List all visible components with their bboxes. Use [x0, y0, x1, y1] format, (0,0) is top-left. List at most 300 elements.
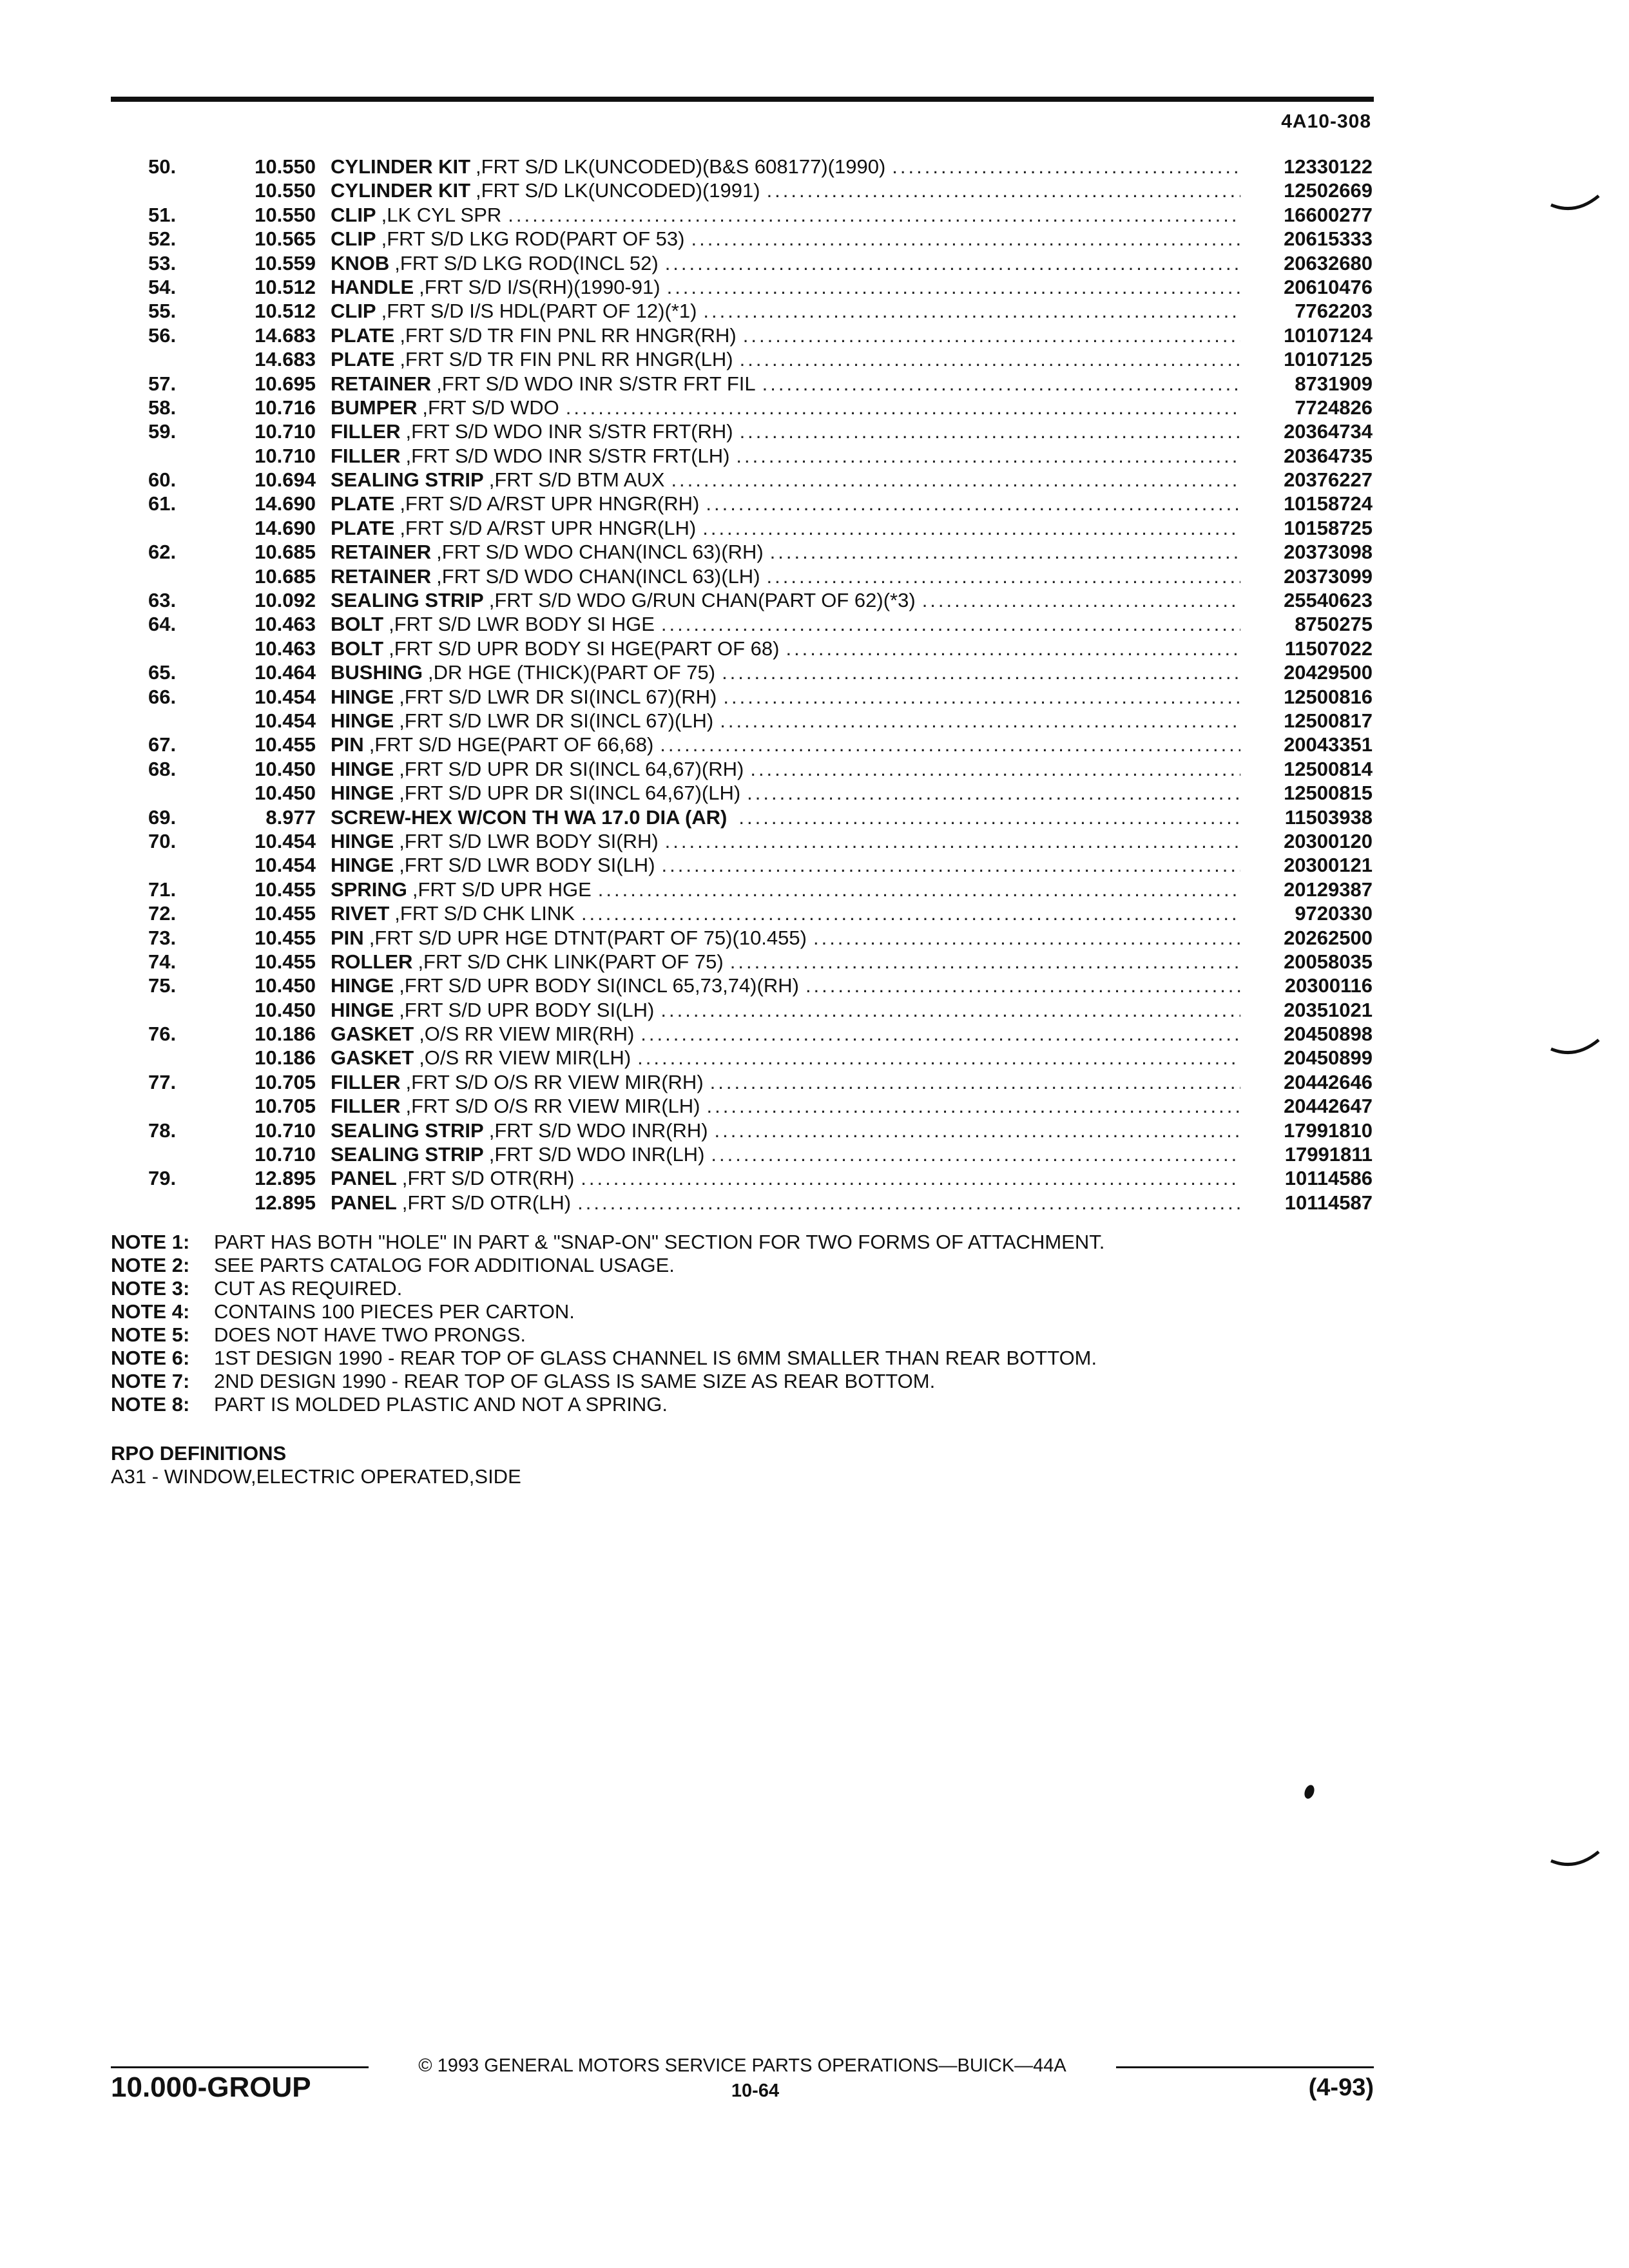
page-footer — [111, 2052, 1374, 2110]
item-number: 50. — [148, 155, 177, 178]
parts-row — [148, 757, 1373, 781]
item-number: 66. — [148, 685, 177, 708]
parts-row — [148, 1022, 1373, 1046]
part-name: BUMPER — [331, 396, 418, 419]
part-detail: ,FRT S/D TR FIN PNL RR HNGR(LH) — [400, 348, 733, 371]
dot-leader — [508, 203, 1240, 227]
part-number: 20364735 — [1284, 444, 1373, 467]
parts-row — [148, 1094, 1373, 1118]
part-description — [331, 974, 1240, 997]
part-description — [331, 299, 1240, 323]
group-number: 8.977 — [265, 805, 316, 829]
dot-leader — [767, 178, 1240, 202]
part-number: 20300121 — [1284, 854, 1373, 877]
dot-leader — [637, 1046, 1240, 1070]
dot-leader — [743, 323, 1240, 347]
part-number: 10107124 — [1284, 323, 1373, 347]
dot-leader — [710, 1070, 1240, 1094]
group-number: 10.092 — [255, 589, 316, 612]
part-number: 12500816 — [1284, 685, 1373, 708]
part-name: BUSHING — [331, 661, 423, 684]
copyright: © 1993 GENERAL MOTORS SERVICE PARTS OPERATIONS—BUICK—44A — [418, 2055, 1066, 2076]
group-number: 10.463 — [255, 613, 316, 636]
dot-leader — [665, 829, 1240, 853]
dot-leader — [581, 1166, 1240, 1190]
parts-row — [148, 1142, 1373, 1166]
part-description — [331, 757, 1240, 781]
note-label: NOTE 2: — [111, 1254, 190, 1276]
item-number: 52. — [148, 227, 177, 251]
part-description — [331, 853, 1240, 877]
part-name: HINGE — [331, 782, 394, 805]
parts-row — [148, 829, 1373, 853]
dot-leader — [767, 564, 1240, 588]
group-number: 10.550 — [255, 155, 316, 178]
group-number: 10.695 — [255, 372, 316, 395]
item-number: 62. — [148, 541, 177, 564]
part-detail: ,FRT S/D OTR(LH) — [401, 1191, 572, 1214]
part-name: GASKET — [331, 1023, 414, 1046]
part-name: RETAINER — [331, 564, 432, 588]
item-number: 59. — [148, 420, 177, 443]
part-detail: ,FRT S/D O/S RR VIEW MIR(LH) — [405, 1095, 700, 1118]
part-description — [331, 878, 1240, 901]
group-number: 10.705 — [255, 1095, 316, 1118]
note-line — [111, 1254, 1374, 1277]
page-number: 10-64 — [731, 2081, 780, 2101]
part-number: 20450898 — [1284, 1023, 1373, 1046]
note-label: NOTE 3: — [111, 1277, 190, 1300]
note-line — [111, 1370, 1374, 1393]
group-number: 10.559 — [255, 251, 316, 274]
group-number: 10.455 — [255, 878, 316, 901]
part-detail: ,FRT S/D WDO G/RUN CHAN(PART OF 62)(*3) — [488, 589, 916, 612]
part-detail: ,FRT S/D LK(UNCODED)(1991) — [476, 179, 760, 202]
part-description — [331, 323, 1240, 347]
part-description — [331, 419, 1240, 443]
part-number: 17991810 — [1284, 1119, 1373, 1142]
part-description — [331, 998, 1240, 1022]
part-description — [331, 396, 1240, 419]
part-detail: ,FRT S/D OTR(RH) — [401, 1167, 575, 1190]
part-name: CYLINDER KIT — [331, 155, 470, 178]
part-description — [331, 781, 1240, 805]
item-number: 76. — [148, 1023, 177, 1046]
dot-leader — [736, 444, 1240, 468]
dot-leader — [566, 396, 1240, 419]
part-description — [331, 1119, 1240, 1142]
part-detail: ,FRT S/D UPR BODY SI HGE(PART OF 68) — [389, 637, 780, 660]
parts-row — [148, 203, 1373, 227]
parts-row — [148, 974, 1373, 997]
part-number: 10114586 — [1284, 1167, 1373, 1190]
part-name: CLIP — [331, 300, 376, 323]
part-description — [331, 227, 1240, 251]
parts-row — [148, 685, 1373, 709]
group-number: 10.463 — [255, 637, 316, 660]
dot-leader — [671, 468, 1240, 492]
item-number: 60. — [148, 468, 177, 492]
note-line — [111, 1323, 1374, 1347]
group-number: 14.683 — [255, 323, 316, 347]
dot-leader — [723, 685, 1240, 709]
item-number: 72. — [148, 902, 177, 925]
group-number: 10.705 — [255, 1070, 316, 1093]
part-name: SEALING STRIP — [331, 589, 484, 612]
part-description — [331, 829, 1240, 853]
part-name: HINGE — [331, 854, 394, 877]
note-label: NOTE 6: — [111, 1347, 190, 1369]
part-detail: ,FRT S/D UPR HGE — [412, 878, 592, 901]
item-number: 51. — [148, 203, 177, 226]
parts-row — [148, 372, 1373, 396]
parts-row — [148, 950, 1373, 974]
part-detail: ,LK CYL SPR — [381, 203, 502, 226]
part-detail: ,FRT S/D UPR BODY SI(LH) — [399, 998, 655, 1021]
note-text: SEE PARTS CATALOG FOR ADDITIONAL USAGE. — [214, 1254, 675, 1276]
parts-row — [148, 251, 1373, 275]
parts-row — [148, 540, 1373, 564]
part-name: RETAINER — [331, 372, 432, 395]
part-description — [331, 901, 1240, 925]
part-name: SEALING STRIP — [331, 468, 484, 492]
parts-row — [148, 878, 1373, 901]
part-description — [331, 372, 1240, 396]
parts-row — [148, 419, 1373, 443]
part-number: 9720330 — [1295, 902, 1373, 925]
item-number: 56. — [148, 323, 177, 347]
dot-leader — [660, 998, 1240, 1022]
item-number: 67. — [148, 733, 177, 756]
ink-speck — [1303, 1783, 1316, 1800]
part-name: HINGE — [331, 829, 394, 852]
note-label: NOTE 1: — [111, 1231, 190, 1253]
part-detail: ,FRT S/D HGE(PART OF 66,68) — [369, 733, 654, 756]
group-number: 10.550 — [255, 203, 316, 226]
parts-row — [148, 1191, 1373, 1215]
part-description — [331, 588, 1240, 612]
parts-row — [148, 492, 1373, 515]
part-number: 11503938 — [1284, 805, 1373, 829]
note-line — [111, 1300, 1374, 1323]
part-name: FILLER — [331, 420, 401, 443]
group-number: 10.694 — [255, 468, 316, 492]
note-text: CONTAINS 100 PIECES PER CARTON. — [214, 1300, 575, 1323]
dot-leader — [711, 1142, 1240, 1166]
part-detail: ,FRT S/D WDO INR S/STR FRT(RH) — [405, 420, 733, 443]
part-detail: ,FRT S/D UPR HGE DTNT(PART OF 75)(10.455) — [369, 926, 807, 949]
part-number: 20376227 — [1284, 468, 1373, 492]
part-detail: ,O/S RR VIEW MIR(LH) — [419, 1046, 631, 1070]
rpo-definitions — [111, 1442, 521, 1488]
part-number: 10158724 — [1284, 492, 1373, 515]
dot-leader — [922, 588, 1240, 612]
parts-row — [148, 709, 1373, 733]
part-detail: ,FRT S/D UPR BODY SI(INCL 65,73,74)(RH) — [399, 974, 799, 997]
group-number: 10.710 — [255, 1119, 316, 1142]
group-number: 14.683 — [255, 348, 316, 371]
part-description — [331, 685, 1240, 709]
part-name: HINGE — [331, 709, 394, 732]
parts-row — [148, 1166, 1373, 1190]
footer-rule-left — [111, 2066, 369, 2068]
part-name: HINGE — [331, 757, 394, 780]
part-name: RIVET — [331, 902, 390, 925]
dot-leader — [770, 540, 1240, 564]
item-number: 55. — [148, 300, 177, 323]
dot-leader — [691, 227, 1240, 251]
part-name: SEALING STRIP — [331, 1119, 484, 1142]
part-number: 10114587 — [1284, 1191, 1373, 1214]
rpo-line: A31 - WINDOW,ELECTRIC OPERATED,SIDE — [111, 1465, 521, 1488]
rpo-heading: RPO DEFINITIONS — [111, 1442, 287, 1465]
dot-leader — [598, 878, 1240, 901]
dot-leader — [660, 733, 1240, 756]
binder-mark-icon — [1550, 1849, 1601, 1875]
part-detail: ,FRT S/D LWR DR SI(INCL 67)(LH) — [399, 709, 714, 732]
dot-leader — [720, 709, 1240, 733]
part-number: 12330122 — [1284, 155, 1373, 178]
parts-row — [148, 733, 1373, 756]
revision-date: (4-93) — [1308, 2074, 1374, 2101]
dot-leader — [703, 299, 1240, 323]
part-name: SPRING — [331, 878, 407, 901]
part-detail: ,FRT S/D LWR DR SI(INCL 67)(RH) — [399, 685, 717, 708]
item-number: 63. — [148, 589, 177, 612]
part-name: ROLLER — [331, 950, 413, 973]
part-detail: ,FRT S/D LWR BODY SI(RH) — [399, 829, 659, 852]
part-name: SCREW-HEX W/CON TH WA 17.0 DIA (AR) — [331, 805, 728, 829]
part-description — [331, 637, 1240, 660]
item-number: 58. — [148, 396, 177, 419]
part-description — [331, 564, 1240, 588]
part-description — [331, 612, 1240, 636]
footer-rule-right — [1116, 2066, 1374, 2068]
group-number: 10.455 — [255, 733, 316, 756]
parts-row — [148, 612, 1373, 636]
part-number: 20442646 — [1284, 1070, 1373, 1093]
parts-row — [148, 178, 1373, 202]
group-number: 10.454 — [255, 709, 316, 732]
part-number: 20610476 — [1284, 275, 1373, 298]
item-number: 75. — [148, 974, 177, 997]
item-number: 65. — [148, 661, 177, 684]
parts-row — [148, 347, 1373, 371]
part-number: 12500817 — [1284, 709, 1373, 732]
group-number: 10.454 — [255, 685, 316, 708]
part-number: 20351021 — [1284, 998, 1373, 1021]
group-number: 10.710 — [255, 444, 316, 467]
part-number: 10158725 — [1284, 516, 1373, 539]
part-number: 20632680 — [1284, 251, 1373, 274]
part-name: PIN — [331, 733, 364, 756]
part-description — [331, 733, 1240, 756]
part-number: 20300116 — [1284, 974, 1373, 997]
note-text: DOES NOT HAVE TWO PRONGS. — [214, 1323, 526, 1346]
dot-leader — [805, 974, 1240, 997]
dot-leader — [577, 1191, 1240, 1215]
dot-leader — [750, 757, 1240, 781]
note-line — [111, 1231, 1374, 1254]
dot-leader — [722, 660, 1240, 684]
part-name: PLATE — [331, 516, 395, 539]
parts-row — [148, 853, 1373, 877]
note-label: NOTE 5: — [111, 1323, 190, 1346]
part-detail: ,FRT S/D WDO INR S/STR FRT(LH) — [405, 444, 730, 467]
part-description — [331, 275, 1240, 299]
part-number: 20364734 — [1284, 420, 1373, 443]
part-number: 20442647 — [1284, 1095, 1373, 1118]
dot-leader — [715, 1119, 1240, 1142]
group-number: 10.186 — [255, 1046, 316, 1070]
item-number: 70. — [148, 829, 177, 852]
part-number: 12500815 — [1284, 782, 1373, 805]
part-number: 20429500 — [1284, 661, 1373, 684]
note-line — [111, 1277, 1374, 1300]
page-id: 4A10-308 — [1281, 111, 1371, 132]
part-description — [331, 540, 1240, 564]
part-name: PLATE — [331, 492, 395, 515]
part-detail: ,FRT S/D A/RST UPR HNGR(RH) — [400, 492, 700, 515]
part-number: 7724826 — [1295, 396, 1373, 419]
item-number: 61. — [148, 492, 177, 515]
part-name: RETAINER — [331, 541, 432, 564]
part-name: CLIP — [331, 227, 376, 251]
part-description — [331, 155, 1240, 178]
part-number: 16600277 — [1284, 203, 1373, 226]
group-number: 10.710 — [255, 420, 316, 443]
note-label: NOTE 8: — [111, 1393, 190, 1416]
group-number: 10.565 — [255, 227, 316, 251]
binder-mark-icon — [1550, 1037, 1601, 1063]
notes-list — [111, 1231, 1374, 1416]
item-number: 53. — [148, 251, 177, 274]
group-number: 10.464 — [255, 661, 316, 684]
part-name: KNOB — [331, 251, 390, 274]
part-description — [331, 1070, 1240, 1094]
part-number: 25540623 — [1284, 589, 1373, 612]
group-number: 10.716 — [255, 396, 316, 419]
parts-row — [148, 781, 1373, 805]
parts-row — [148, 1119, 1373, 1142]
group-number: 10.450 — [255, 998, 316, 1021]
dot-leader — [740, 419, 1240, 443]
note-line — [111, 1393, 1374, 1416]
part-detail: ,FRT S/D WDO — [422, 396, 559, 419]
part-number: 7762203 — [1295, 300, 1373, 323]
part-detail: ,FRT S/D A/RST UPR HNGR(LH) — [400, 516, 697, 539]
part-detail: ,FRT S/D CHK LINK(PART OF 75) — [418, 950, 724, 973]
parts-row — [148, 1046, 1373, 1070]
dot-leader — [661, 612, 1240, 636]
part-description — [331, 468, 1240, 492]
part-number: 20043351 — [1284, 733, 1373, 756]
part-detail: ,FRT S/D TR FIN PNL RR HNGR(RH) — [400, 323, 737, 347]
item-number: 54. — [148, 275, 177, 298]
parts-row — [148, 564, 1373, 588]
dot-leader — [747, 781, 1240, 805]
item-number: 71. — [148, 878, 177, 901]
part-number: 20129387 — [1284, 878, 1373, 901]
part-detail: ,FRT S/D CHK LINK — [394, 902, 575, 925]
part-detail: ,FRT S/D LK(UNCODED)(B&S 608177)(1990) — [476, 155, 886, 178]
part-detail: ,FRT S/D WDO CHAN(INCL 63)(RH) — [436, 541, 764, 564]
part-description — [331, 1046, 1240, 1070]
group-number: 10.685 — [255, 541, 316, 564]
part-detail: ,FRT S/D WDO CHAN(INCL 63)(LH) — [436, 564, 760, 588]
dot-leader — [667, 275, 1240, 299]
parts-row — [148, 926, 1373, 950]
dot-leader — [738, 805, 1240, 829]
binder-mark-icon — [1550, 193, 1601, 219]
parts-row — [148, 468, 1373, 492]
part-name: BOLT — [331, 613, 384, 636]
part-description — [331, 516, 1240, 540]
part-detail: ,FRT S/D WDO INR(LH) — [488, 1143, 705, 1166]
part-number: 20300120 — [1284, 829, 1373, 852]
dot-leader — [706, 492, 1240, 515]
part-description — [331, 660, 1240, 684]
group-number: 10.512 — [255, 300, 316, 323]
dot-leader — [730, 950, 1240, 974]
top-rule — [111, 97, 1374, 102]
parts-row — [148, 299, 1373, 323]
note-text: PART HAS BOTH "HOLE" IN PART & "SNAP-ON" SECTION FOR TWO FORMS OF ATTACHMENT. — [214, 1231, 1105, 1253]
parts-row — [148, 998, 1373, 1022]
dot-leader — [707, 1094, 1241, 1118]
part-name: SEALING STRIP — [331, 1143, 484, 1166]
parts-row — [148, 444, 1373, 468]
part-description — [331, 251, 1240, 275]
part-description — [331, 178, 1240, 202]
item-number: 79. — [148, 1167, 177, 1190]
parts-row — [148, 155, 1373, 178]
group-number: 10.186 — [255, 1023, 316, 1046]
group-number: 10.455 — [255, 926, 316, 949]
part-description — [331, 926, 1240, 950]
group-number: 12.895 — [255, 1167, 316, 1190]
item-number: 57. — [148, 372, 177, 395]
dot-leader — [762, 372, 1240, 396]
part-detail: ,FRT S/D UPR DR SI(INCL 64,67)(LH) — [399, 782, 741, 805]
part-name: FILLER — [331, 444, 401, 467]
item-number: 64. — [148, 613, 177, 636]
part-description — [331, 1191, 1240, 1215]
group-label: 10.000-GROUP — [111, 2071, 311, 2103]
part-description — [331, 1022, 1240, 1046]
group-number: 10.454 — [255, 854, 316, 877]
group-number: 10.550 — [255, 179, 316, 202]
dot-leader — [641, 1022, 1240, 1046]
group-number: 10.455 — [255, 902, 316, 925]
group-number: 14.690 — [255, 516, 316, 539]
part-detail: ,FRT S/D WDO INR(RH) — [488, 1119, 708, 1142]
part-detail: ,FRT S/D LKG ROD(PART OF 53) — [381, 227, 685, 251]
parts-list — [148, 155, 1373, 1215]
part-detail: ,FRT S/D I/S HDL(PART OF 12)(*1) — [381, 300, 697, 323]
parts-row — [148, 660, 1373, 684]
part-name: GASKET — [331, 1046, 414, 1070]
item-number: 68. — [148, 757, 177, 780]
dot-leader — [702, 516, 1240, 540]
part-name: FILLER — [331, 1070, 401, 1093]
parts-row — [148, 516, 1373, 540]
dot-leader — [786, 637, 1240, 660]
part-number: 20373099 — [1284, 564, 1373, 588]
part-name: HANDLE — [331, 275, 414, 298]
dot-leader — [740, 347, 1240, 371]
parts-row — [148, 275, 1373, 299]
